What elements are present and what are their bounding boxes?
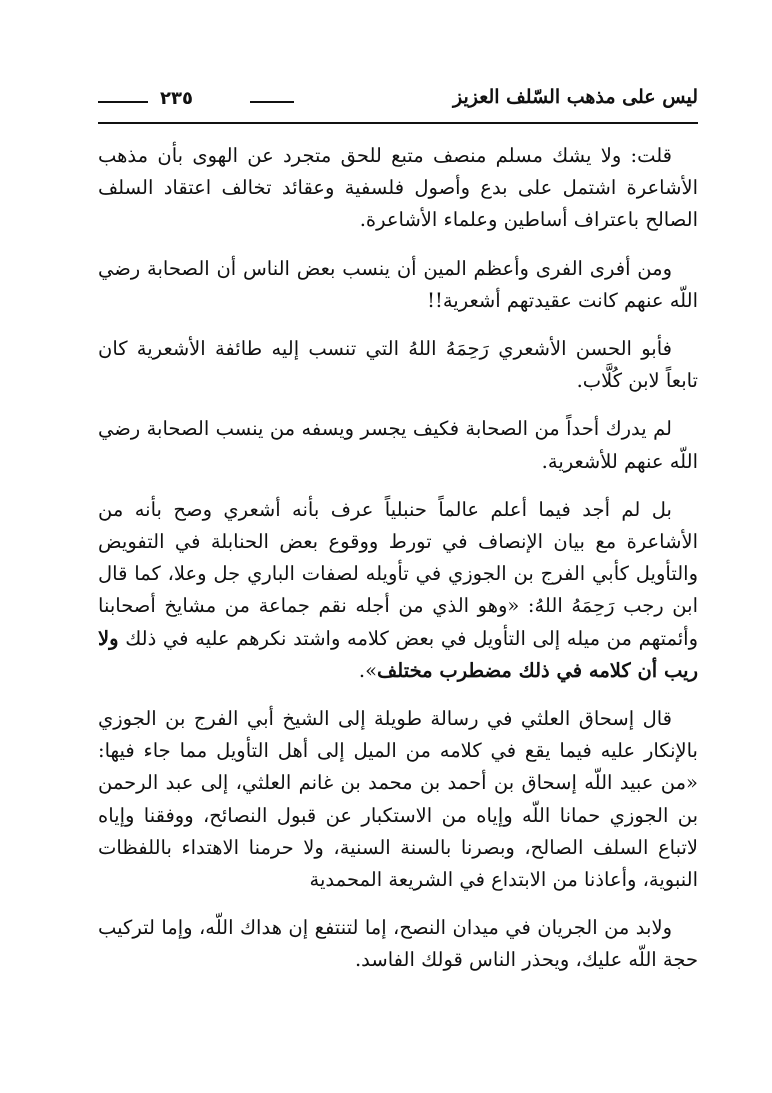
paragraph-5-closing: ».	[358, 658, 378, 682]
paragraph-4: لم يدرك أحداً من الصحابة فكيف يجسر ويسفه من ينسب الصحابة رضي اللّه عنهم للأشعرية.	[98, 417, 698, 473]
page-number-rule-left	[98, 101, 148, 103]
page-number-rule-right	[250, 101, 294, 103]
paragraph-5-text: بل لم أجد فيما أعلم عالماً حنبلياً عرف بأنه أشعري وصح بأنه من الأشاعرة مع بيان الإنصاف في تورط ووقوع بعض الحنابلة في التفويض والتأويل كأبي الفرج بن الجوزي في تأويله لصفات الباري جل وعلا، كما قال ابن رجب رَحِمَهُ اللهُ: «وهو الذي من أجله نقم جماعة من مشايخ أصحابنا وأئمتهم من ميله إلى التأويل في بعض كلامه واشتد نكرهم عليه في ذلك	[98, 497, 698, 650]
header-rule	[98, 122, 698, 124]
paragraph-1: قلت: ولا يشك مسلم منصف متبع للحق متجرد عن الهوى بأن مذهب الأشاعرة اشتمل على بدع وأصول فلسفية وعقائد تخالف اعتقاد السلف الصالح باعتراف أساطين وعلماء الأشاعرة.	[98, 144, 698, 232]
body-text	[98, 140, 698, 993]
paragraph-5	[98, 494, 698, 687]
running-title: ليس على مذهب السّلف العزيز	[453, 86, 698, 108]
page-header	[98, 82, 698, 122]
paragraph-7: ولابد من الجريان في ميدان النصح، إما لتنتفع إن هداك اللّه، وإما لتركيب حجة اللّه عليك، ويحذر الناس قولك الفاسد.	[98, 916, 698, 972]
paragraph-2: ومن أفرى الفرى وأعظم المين أن ينسب بعض الناس أن الصحابة رضي اللّه عنهم كانت عقيدتهم أشعرية!!	[98, 256, 698, 312]
paragraph-3: فأبو الحسن الأشعري رَحِمَهُ اللهُ التي تنسب إليه طائفة الأشعرية كان تابعاً لابن كُلَّاب.	[98, 337, 698, 393]
paragraph-5-bold-quote: ولا ريب أن كلامه في ذلك مضطرب مختلف	[98, 626, 698, 682]
page-number: ٢٣٥	[160, 88, 193, 109]
paragraph-6: قال إسحاق العلثي في رسالة طويلة إلى الشيخ أبي الفرج بن الجوزي بالإنكار عليه فيما يقع في كلامه من الميل إلى أهل التأويل مما جاء فيها: «من عبيد اللّه إسحاق بن أحمد بن محمد بن غانم العلثي، إلى عبد الرحمن بن الجوزي حمانا اللّه وإياه من الاستكبار عن قبول النصائح، ووفقنا وإياه لاتباع السلف الصالح، وبصرنا بالسنة السنية، ولا حرمنا الاهتداء باللفظات النبوية، وأعاذنا من الابتداع في الشريعة المحمدية	[98, 707, 698, 892]
